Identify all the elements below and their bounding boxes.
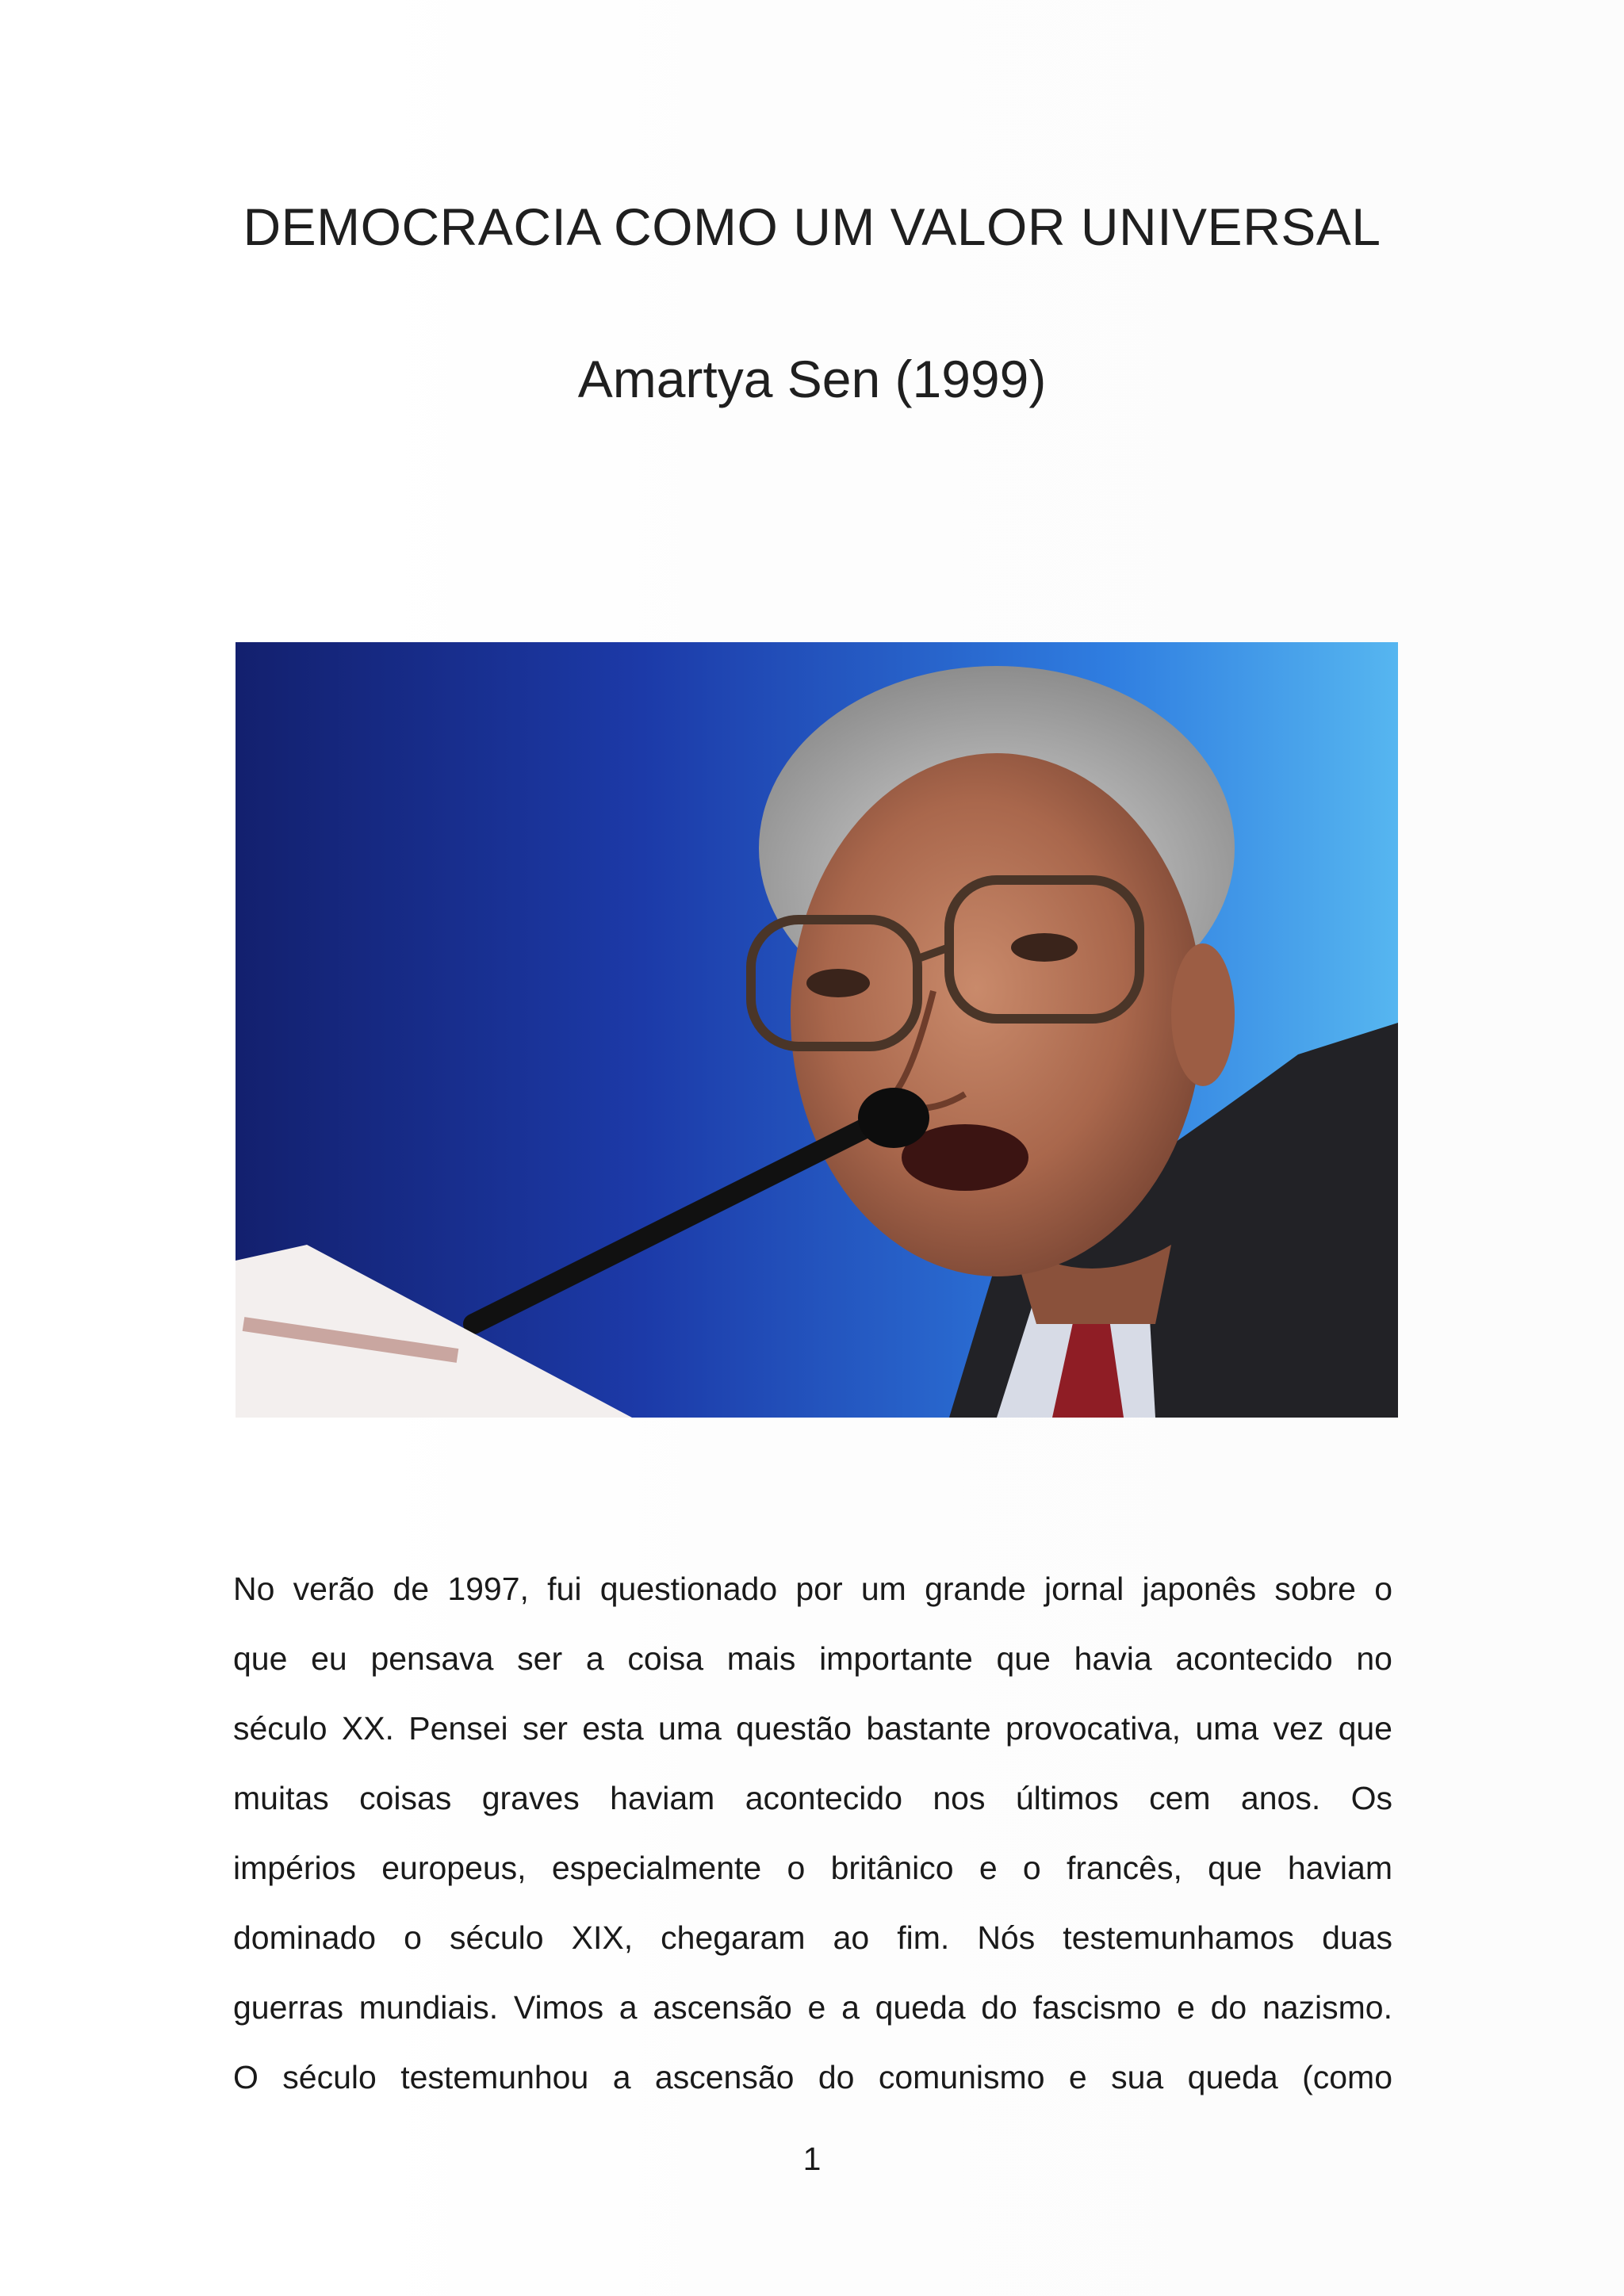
paragraph-line: guerras mundiais. Vimos a ascensão e a queda do fascismo e do nazismo.	[233, 1989, 1392, 2026]
person-photo-icon	[236, 642, 1398, 1418]
paragraph-line: que eu pensava ser a coisa mais importante que havia acontecido no	[233, 1640, 1392, 1677]
portrait-photo	[236, 642, 1398, 1418]
body-paragraph	[233, 1554, 1392, 2112]
paragraph-line: século XX. Pensei ser esta uma questão bastante provocativa, uma vez que	[233, 1710, 1392, 1747]
document-title: DEMOCRACIA COMO UM VALOR UNIVERSAL	[243, 197, 1381, 256]
paragraph-line: impérios europeus, especialmente o britânico e o francês, que haviam	[233, 1850, 1392, 1886]
page-number: 1	[802, 2141, 822, 2177]
paragraph-line: dominado o século XIX, chegaram ao fim. Nós testemunhamos duas	[233, 1919, 1392, 1956]
paragraph-line: No verão de 1997, fui questionado por um grande jornal japonês sobre o	[233, 1571, 1392, 1607]
paragraph-line: muitas coisas graves haviam acontecido nos últimos cem anos. Os	[233, 1780, 1392, 1816]
document-author-line: Amartya Sen (1999)	[577, 350, 1047, 408]
paragraph-line: O século testemunhou a ascensão do comunismo e sua queda (como	[233, 2059, 1392, 2095]
